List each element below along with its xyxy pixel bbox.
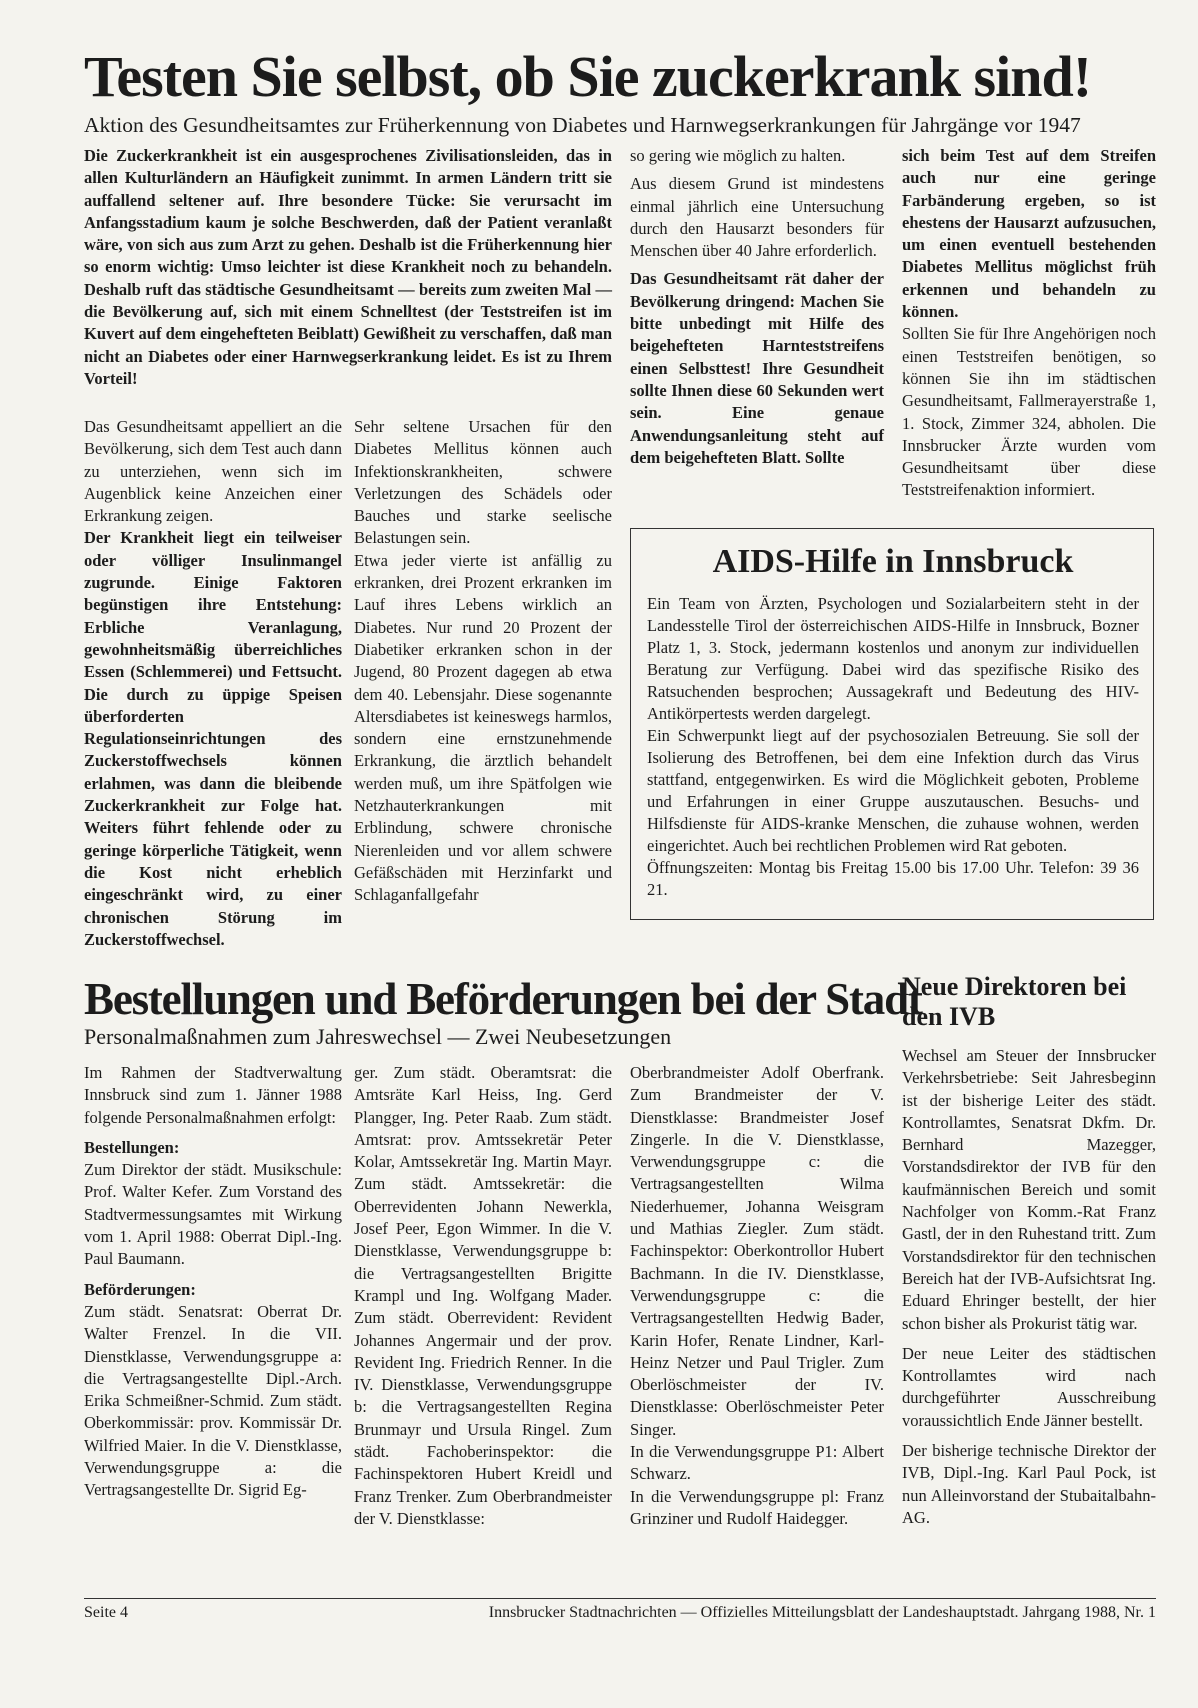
ivb-column — [902, 1045, 1156, 1543]
diabetes-column-4 — [902, 145, 1156, 516]
paragraph: Ein Team von Ärzten, Psychologen und Sozialarbeitern steht in der Landesstelle Tirol der österreichischen AIDS-Hilfe in Innsbruck, Bozner Platz 1, 3. Stock, jedermann kostenlos und anonym zur individuellen Beratung zur Verfügung. Dabei wird das spezifische Risiko des Ratsuchenden besprochen; Aussagekraft und Bedeutung des HIV-Antikörpertests werden dargelegt. — [647, 594, 1139, 723]
headline-ivb: Neue Direktoren bei den IVB — [902, 972, 1127, 1031]
diabetes-column-1 — [84, 416, 342, 965]
section-heading-bestellungen: Bestellungen: — [84, 1137, 180, 1157]
paragraph: Sehr seltene Ursachen für den Diabetes Mellitus können auch Infektionskrankheiten, schwere Verletzungen des Schädels oder Bauches und starke seelische Belastungen sein. — [354, 417, 612, 548]
paragraph: Oberbrandmeister Adolf Oberfrank. Zum Brandmeister der V. Dienstklasse: Brandmeister Josef Zingerle. In die V. Dienstklasse, Verwendungsgruppe c: die Vertragsangestellten Wilma Niederhuemer, Johanna Weisgram und Mathias Ziegler. Zum städt. Fachinspektor: Oberkontrollor Hubert Bachmann. In die IV. Dienstklasse, Verwendungsgruppe c: die Vertragsangestellten Hedwig Bader, Karin Hofer, Renate Lindner, Karl-Heinz Netzer und Paul Trigler. Zum Oberlöschmeister der IV. Dienstklasse: Oberlöschmeister Peter Singer. — [630, 1063, 884, 1439]
headline-personnel: Bestellungen und Beförderungen bei der Stadt — [84, 974, 922, 1024]
paragraph: Sollten Sie für Ihre Angehörigen noch einen Teststreifen benötigen, so können Sie ihn im städtischen Gesundheitsamt, Fallmerayerstraße 1, 1. Stock, Zimmer 324, abholen. Die Innsbrucker Ärzte wurden vom Gesundheitsamt über diese Teststreifenaktion informiert. — [902, 324, 1156, 500]
page-number: Seite 4 — [84, 1604, 128, 1621]
aids-title: AIDS-Hilfe in Innsbruck — [712, 543, 1074, 580]
footer-divider — [84, 1598, 1156, 1599]
personnel-column-1 — [84, 1062, 342, 1516]
paragraph: Zum Direktor der städt. Musikschule: Prof. Walter Kefer. Zum Vorstand des Stadtvermessungsamtes mit Wirkung vom 1. April 1988: Oberrat Dipl.-Ing. Paul Baumann. — [84, 1160, 342, 1269]
paragraph: Wechsel am Steuer der Innsbrucker Verkehrsbetriebe: Seit Jahresbeginn ist der bisherige Leiter des städt. Kontrollamtes, Senatsrat Dkfm. Dr. Bernhard Mazegger, Vorstandsdirektor der IVB für den kaufmännischen Bereich und somit Nachfolger von Komm.-Rat Franz Gastl, der in den Ruhestand tritt. Zum Vorstandsdirektor für den technischen Bereich hat der IVB-Aufsichtsrat Ing. Eduard Ehringer bestellt, der hier schon bisher als Prokurist tätig war. — [902, 1046, 1156, 1333]
opening-hours: Öffnungszeiten: Montag bis Freitag 15.00 bis 17.00 Uhr. Telefon: 39 36 21. — [647, 858, 1139, 899]
paragraph: Der neue Leiter des städtischen Kontrollamtes wird nach durchgeführter Ausschreibung voraussichtlich Ende Jänner bestellt. — [902, 1343, 1156, 1430]
paragraph: Zum städt. Senatsrat: Oberrat Dr. Walter Frenzel. In die VII. Dienstklasse, Verwendungsgruppe a: die Vertragsangestellte Dipl.-Arch. Erika Schmeißner-Schmid. Zum städt. Oberkommissär: prov. Kommissär Dr. Wilfried Maier. In die V. Dienstklasse, Verwendungsgruppe a: die Vertragsangestellte Dr. Sigrid Eg- — [84, 1301, 342, 1500]
diabetes-column-2 — [354, 416, 612, 921]
paragraph-bold: sich beim Test auf dem Streifen auch nur eine geringe Farbänderung ergeben, so ist ehestens der Hausarzt aufzusuchen, um einen eventuell bestehenden Diabetes Mellitus möglichst früh erkennen und behandeln zu können. — [902, 146, 1156, 322]
aids-hilfe-box — [630, 528, 1154, 920]
personnel-column-2 — [354, 1062, 612, 1544]
paragraph: so gering wie möglich zu halten. — [630, 146, 846, 165]
paragraph-bold: Der Krankheit liegt ein teilweiser oder völliger Insulinmangel zugrunde. Einige Faktoren begünstigen ihre Entstehung: Erbliche Veranlagung, gewohnheitsmäßig überreichliches Essen (Schlemmerei) und Fettsucht. Die durch zu üppige Speisen überforderten Regulationseinrichtungen des Zuckerstoffwechsels können erlahmen, was dann die bleibende Zuckerkrankheit zur Folge hat. Weiters führt fehlende oder zu geringe körperliche Tätigkeit, wenn die Kost nicht erheblich eingeschränkt wird, zu einer chronischen Störung im Zuckerstoffwechsel. — [84, 528, 342, 949]
intro-diabetes — [84, 145, 612, 404]
publication-line: Innsbrucker Stadtnachrichten — Offizielles Mitteilungsblatt der Landeshauptstadt. Jahrgang 1988, Nr. 1 — [488, 1604, 1156, 1621]
headline-diabetes: Testen Sie selbst, ob Sie zuckerkrank sind! — [84, 44, 1092, 109]
personnel-column-3 — [630, 1062, 884, 1544]
subheadline-diabetes: Aktion des Gesundheitsamtes zur Früherkennung von Diabetes und Harnwegserkrankungen für Jahrgänge vor 1947 — [84, 113, 1081, 137]
paragraph: ger. Zum städt. Oberamtsrat: die Amtsräte Karl Heiss, Ing. Gerd Plangger, Ing. Peter Raab. Zum städt. Amtsrat: prov. Amtssekretär Peter Kolar, Amtssekretär Ing. Martin Mayr. Zum städt. Amtssekretär: die Oberrevidenten Johann Newerkla, Josef Peer, Egon Wimmer. In die V. Dienstklasse, Verwendungsgruppe b: die Vertragsangestellten Brigitte Krampl und Ing. Wolfgang Mader. Zum städt. Oberrevident: Revident Johannes Angermair und der prov. Revident Ing. Friedrich Renner. In die IV. Dienstklasse, Verwendungsgruppe b: die Vertragsangestellten Regina Brunmayr und Ursula Ringel. Zum städt. Fachoberinspektor: die Fachinspektoren Hubert Kreidl und Franz Trenker. Zum Oberbrandmeister der V. Dienstklasse: — [354, 1063, 612, 1528]
paragraph: Etwa jeder vierte ist anfällig zu erkranken, drei Prozent erkranken im Lauf ihres Lebens wirklich an Diabetes. Nur rund 20 Prozent der Diabetiker erkranken schon in der Jugend, 80 Prozent dagegen ab etwa dem 40. Lebensjahr. Diese sogenannte Altersdiabetes ist keineswegs harmlos, sondern eine ernstzunehmende Erkrankung, die ärztlich behandelt werden muß, um ihre Spätfolgen wie Netzhauterkrankungen mit Erblindung, schwere chronische Nierenleiden und vor allem schwere Gefäßschäden mit Herzinfarkt und Schlaganfallgefahr — [354, 550, 612, 905]
paragraph: Das Gesundheitsamt appelliert an die Bevölkerung, sich dem Test auch dann zu unterziehen, wenn sich im Augenblick keine Anzeichen einer Erkrankung zeigen. — [84, 417, 342, 526]
intro-paragraph: Die Zuckerkrankheit ist ein ausgesprochenes Zivilisationsleiden, das in allen Kulturländern an Häufigkeit zunimmt. In armen Ländern tritt sie auffallend seltener auf. Ihre besondere Tücke: Sie verursacht im Anfangsstadium kaum je solche Beschwerden, daß der Patient veranlaßt wäre, von sich aus zum Arzt zu gehen. Deshalb ist die Früherkennung hier so enorm wichtig: Umso leichter ist diese Krankheit noch zu behandeln. Deshalb ruft das städtische Gesundheitsamt — bereits zum zweiten Mal — die Bevölkerung auf, sich mit einem Schnelltest (der Teststreifen ist im Kuvert auf dem eingehefteten Beiblatt) Gewißheit zu verschaffen, daß man nicht an Diabetes oder einer Harnwegserkrankung leidet. Es ist zu Ihrem Vorteil! — [84, 146, 612, 388]
section-heading-befoerderungen: Beförderungen: — [84, 1279, 196, 1299]
paragraph: Ein Schwerpunkt liegt auf der psychosozialen Betreuung. Sie soll der Isolierung des Betroffenen, bei dem eine Infektion durch das Virus stattfand, entgegenwirken. Es wird die Möglichkeit geboten, Probleme und Erfahrungen in einer Gruppe auszutauschen. Besuchs- und Hilfsdienste für AIDS-kranke Menschen, die zuhause wohnen, werden eingerichtet. Auch bei rechtlichen Problemen wird Rat geboten. — [647, 726, 1139, 855]
paragraph-bold: Das Gesundheitsamt rät daher der Bevölkerung dringend: Machen Sie bitte unbedingt mit Hilfe des beigehefteten Harnteststreifens einen Selbsttest! Ihre Gesundheit sollte Ihnen diese 60 Sekunden wert sein. Eine genaue Anwendungsanleitung steht auf dem beigehefteten Blatt. Sollte — [630, 269, 884, 467]
paragraph: Im Rahmen der Stadtverwaltung Innsbruck sind zum 1. Jänner 1988 folgende Personalmaßnahmen erfolgt: — [84, 1063, 342, 1127]
paragraph: Aus diesem Grund ist mindestens einmal jährlich eine Untersuchung durch den Hausarzt besonders für Menschen über 40 Jahre erforderlich. — [630, 174, 884, 261]
paragraph: In die Verwendungsgruppe pl: Franz Grinziner und Rudolf Haidegger. — [630, 1486, 884, 1528]
diabetes-column-3 — [630, 145, 884, 483]
paragraph: In die Verwendungsgruppe P1: Albert Schwarz. — [630, 1442, 884, 1484]
subheadline-personnel: Personalmaßnahmen zum Jahreswechsel — Zwei Neubesetzungen — [84, 1024, 672, 1049]
paragraph: Der bisherige technische Direktor der IVB, Dipl.-Ing. Karl Paul Pock, ist nun Alleinvorstand der Stubaitalbahn-AG. — [902, 1441, 1156, 1527]
